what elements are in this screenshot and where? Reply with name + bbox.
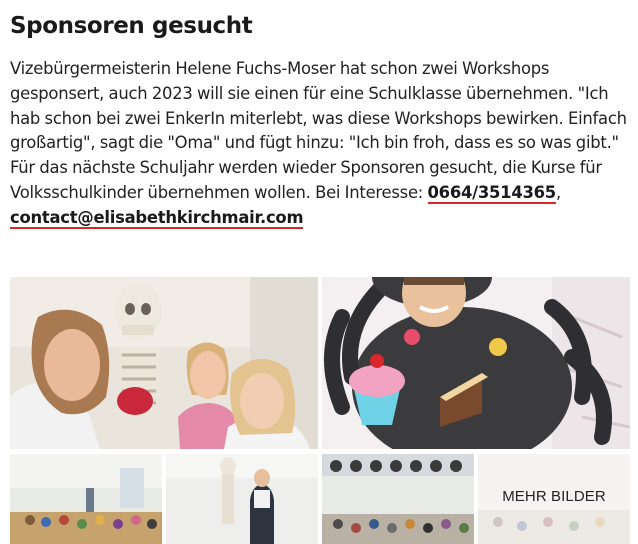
- paragraph-sponsor-quote: Vizebürgermeisterin Helene Fuchs-Moser hat schon zwei Workshops gesponsert, auch 2023 will sie einen für eine Schulklasse übernehmen. "Ich hab schon bei zwei EnkerIn miterlebt, was diese Workshops bewirken. Einfach großartig", sagt die "Oma" und fügt hinzu: "Ich bin froh, dass es so was gibt.": [10, 59, 627, 153]
- phone-link[interactable]: 0664/3514365: [427, 182, 556, 202]
- article-heading: Sponsoren gesucht: [10, 13, 253, 39]
- photo-workshop-hall-children[interactable]: [10, 454, 162, 544]
- photo-gym-hall-audience[interactable]: [322, 454, 474, 544]
- paragraph-call-text: Für das nächste Schuljahr werden wieder Sponsoren gesucht, die Kurse für Volksschulkinder übernehmen wollen. Bei Interesse:: [10, 158, 602, 202]
- photo-presenter-with-skeleton[interactable]: [166, 454, 318, 544]
- email-link[interactable]: contact@elisabethkirchmair.com: [10, 207, 304, 227]
- comma-separator: ,: [555, 182, 561, 202]
- more-images-button[interactable]: MEHR BILDER: [502, 488, 606, 505]
- photo-women-with-skeleton[interactable]: [10, 277, 318, 449]
- photo-boy-in-spider-costume[interactable]: [322, 277, 630, 449]
- paragraph-sponsor-call: [10, 156, 632, 230]
- article-body: [10, 57, 632, 231]
- photo-more-images[interactable]: [478, 454, 630, 544]
